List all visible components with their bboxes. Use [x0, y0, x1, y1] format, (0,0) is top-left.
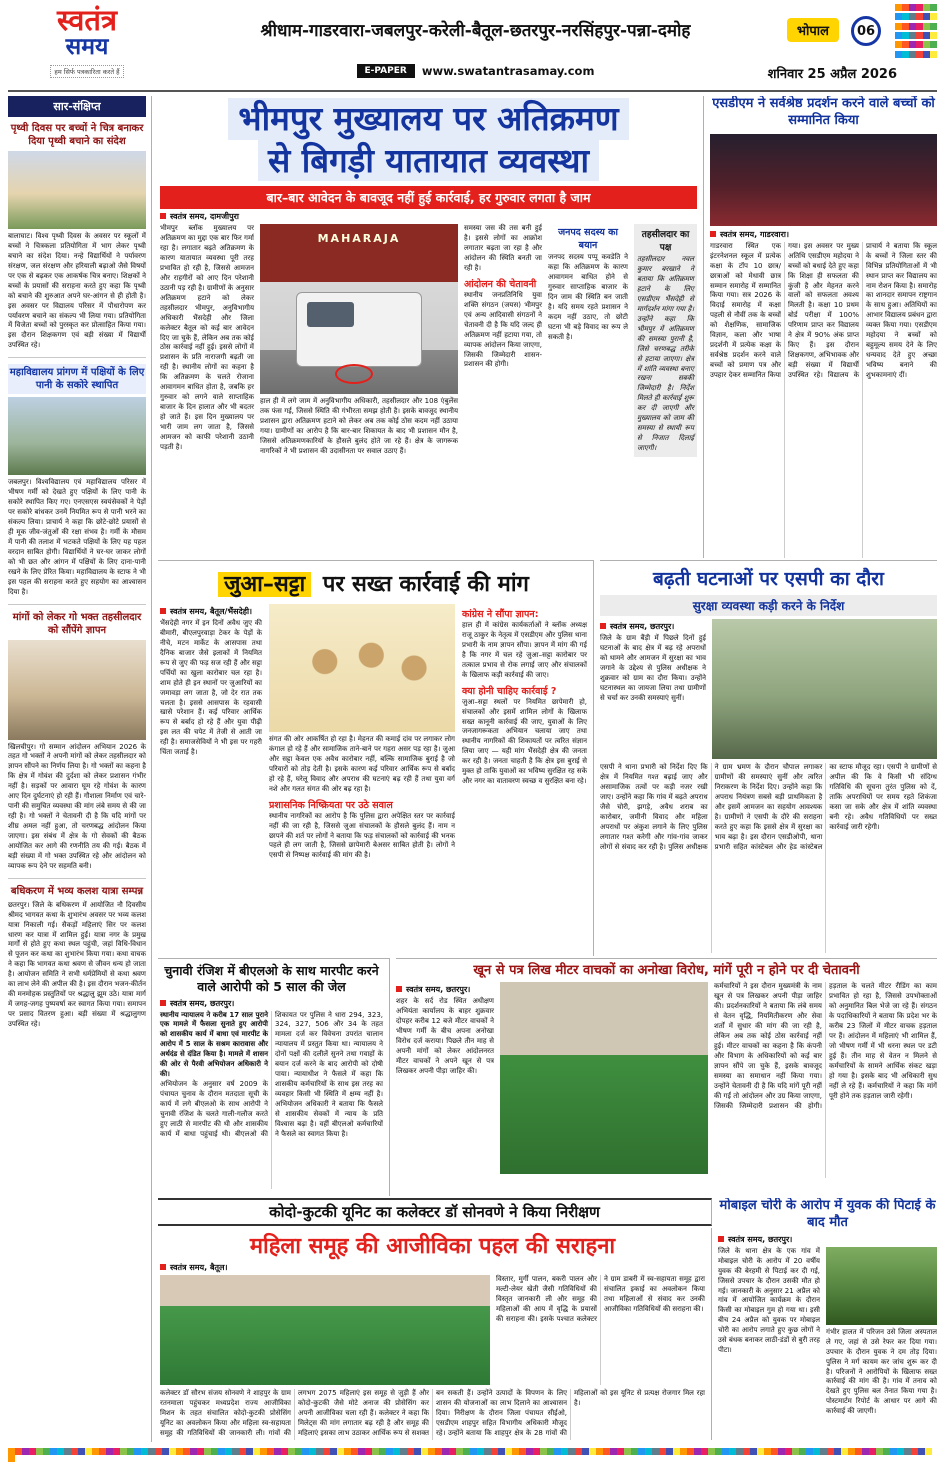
mobile-col2 — [826, 1247, 937, 1439]
sp-headline: बढ़ती घटनाओं पर एसपी का दौरा — [653, 568, 884, 590]
lead-body-col5 — [634, 224, 697, 558]
congress-body: हाल ही में कांग्रेस कार्यकर्ताओं ने ब्लॉक अध्यक्ष राजू ठाकुर के नेतृत्व में एसडीएम और पुलिस थाना प्रभारी के नाम ज्ञापन सौंपा। ज्ञापन में मांग की गई है कि नगर में चल रहे जुआ–सट्टा कारोबार पर तत्काल प्रभाव से रोक लगाई जाए और संचालकों के खिलाफ कड़ी कार्रवाई की जाए। — [462, 621, 587, 679]
sidebar-article-body: छतरपुर। जिले के बधिकरण में आयोजित नौ दिवसीय श्रीमद भागवत कथा के शुभारंभ अवसर पर भव्य कलश यात्रा निकाली गई। सैकड़ों महिलाएं सिर पर कलश धारण कर यात्रा में शामिल हुईं। यात्रा नगर के प्रमुख मार्गों से होते हुए कथा स्थल पहुंची, जहां विधि-विधान से पूजन कर कथा का शुभारंभ किया गया। कथा वाचक ने कहा कि भागवत कथा श्रवण से जीवन धन्य हो जाता है। आयोजन समिति ने सभी धर्मप्रेमियों से कथा श्रवण का लाभ लेने की अपील की है। इस दौरान भजन-कीर्तन की मनमोहक प्रस्तुतियों पर श्रद्धालु झूम उठे। यात्रा मार्ग में जगह-जगह पुष्पवर्षा कर स्वागत किया गया। समापन पर प्रसाद वितरण हुआ। बड़ी संख्या में श्रद्धालुगण उपस्थित रहे। — [8, 900, 146, 1028]
water-bowls-photo — [8, 397, 146, 475]
masthead — [8, 4, 937, 92]
tehsildar-body: तहसीलदार नवल कुमार बरखाने ने बताया कि अतिक्रमण हटाने के लिए एसडीएम भैंसदेही से मार्गदर्शन मांगा गया है। उन्होंने कहा कि भीमपुर में अतिक्रमण की समस्या पुरानी है, जिसे चरणबद्ध तरीके से हटाया जाएगा। क्षेत्र में शांति व्यवस्था बनाए रखना सबकी जिम्मेदारी है। निर्देश मिलते ही कार्रवाई शुरू कर दी जाएगी और मुख्यालय को जाम की समस्या से स्थायी रूप से निजात दिलाई जाएगी। — [637, 255, 694, 452]
logo-word-top: स्वतंत्र — [57, 3, 117, 37]
sp-top-row — [600, 619, 937, 759]
sp-byline: स्वतंत्र समय, छतरपुर। — [600, 621, 706, 632]
mobile-col1: जिले के थाना क्षेत्र के एक गांव में मोबाइल चोरी के आरोप में 20 वर्षीय युवक की बेरहमी से पिटाई कर दी गई, जिससे उपचार के दौरान उसकी मौत हो गई। जानकारी के अनुसार 21 अप्रैल को गांव में आयोजित कार्यक्रम के दौरान किसी का मोबाइल गुम हो गया था। इसी बीच 24 अप्रैल को युवक पर मोबाइल चोरी का आरोप लगाते हुए कुछ लोगों ने उसे बंधक बनाकर लाठी-डंडों से बुरी तरह पीटा। — [718, 1246, 820, 1355]
village-scene-photo — [826, 1247, 937, 1325]
page-number-badge: 06 — [851, 16, 881, 46]
gambling-body — [160, 604, 587, 940]
date-line: शनिवार 25 अप्रैल 2026 — [767, 67, 897, 82]
gambling-col2-text: संगत की ओर आकर्षित हो रहा है। मेहनत की कमाई दांव पर लगाकर लोग कंगाल हो रहे हैं और सामाजिक ताने-बाने पर गहरा असर पड़ रहा है। जुआ और सट्टा केवल एक अवैध कारोबार नहीं, बल्कि सामाजिक बुराई है जो परिवारों को तोड़ देती है। इसके कारण कई परिवार आर्थिक रूप से बर्बाद हो रहे हैं, घरेलू विवाद और अपराध की घटनाएं बढ़ रही हैं तथा युवा वर्ग नशे और गलत संगत की ओर बढ़ रहा है। — [269, 735, 455, 793]
summary-sidebar — [8, 96, 152, 1442]
sp-intro-column — [600, 619, 706, 759]
sp-visit-photo — [712, 619, 937, 759]
newspaper-logo — [12, 3, 162, 78]
tehsildar-subhead: तहसीलदार का पक्ष — [641, 230, 690, 254]
lead-body-col3 — [464, 224, 542, 558]
warning-subhead: आंदोलन की चेतावनी — [464, 278, 537, 290]
city-badge: भोपाल — [787, 18, 839, 42]
plate-highlight-circle — [335, 364, 373, 384]
statement-body: जनपद सदस्य पप्पू कवडेति ने कहा कि अतिक्रमण के कारण आवागमन बाधित होने से गुरुवार साप्ताहिक बाजार के दिन जाम की स्थिति बन जाती है। यदि समय रहते प्रशासन ने कदम नहीं उठाए, तो छोटी घटना भी बड़े विवाद का रूप ले सकती है। — [548, 253, 628, 341]
sidebar-article-title: महाविद्यालय प्रांगण में पक्षियों के लिए पानी के सकोरे स्थापित — [8, 364, 146, 394]
lead-body-col3-text: समस्या जस की तस बनी हुई है। इससे लोगों का आक्रोश लगातार बढ़ता जा रहा है और आंदोलन की स्थिति बनती जा रही है। — [464, 224, 542, 272]
website-url: www.swatantrasamay.com — [421, 64, 595, 78]
lead-article-body — [160, 224, 697, 558]
women-top-row — [160, 1275, 705, 1385]
cow-devotees-photo — [8, 640, 146, 740]
gambling-col2 — [269, 604, 455, 940]
protest-col1-text: शहर के सर्द रोड स्थित अधीक्षण अभियंता कार्यालय के बाहर शुक्रवार दोपहर करीब 12 बजे मीटर वाचकों ने भीषण गर्मी के बीच अपना अनोखा विरोध दर्ज कराया। पिछले तीन माह से अपनी मांगों को लेकर आंदोलनरत मीटर वाचकों ने अपने खून से पत्र लिखकर अपनी पीड़ा जाहिर की। — [396, 997, 494, 1075]
mobile-headline: मोबाइल चोरी के आरोप में युवक की पिटाई के बाद मौत — [719, 1198, 936, 1230]
earth-day-children-photo — [8, 151, 146, 229]
action-body: जुआ–सट्टा स्थलों पर नियमित छापेमारी हो, संचालकों और इसमें शामिल लोगों के खिलाफ सख्त कानूनी कार्रवाई की जाए, युवाओं के लिए जनजागरूकता अभियान चलाया जाए तथा स्थानीय नागरिकों की शिकायतों पर त्वरित संज्ञान लिया जाए — यही मांग भैंसदेही क्षेत्र की जनता कर रही है। जनता चाहती है कि क्षेत्र इस बुराई से मुक्त हो ताकि युवाओं का भविष्य सुरक्षित रह सके और नगर का वातावरण स्वच्छ व सुरक्षित बना रहे। — [462, 697, 587, 786]
van-photo-label: MAHARAJA — [317, 232, 401, 246]
gambling-col1-text: भैंसदेही नगर में इन दिनों अवैध जुए की बीमारी, बीएलपुरवाड़ा टेकर के पेड़ों के नीचे, मटन मार्केट के आसपास तथा दैनिक बाजार जैसे इलाकों में नियमित रूप से जुए की फड़ सज रही हैं और सट्टा पर्चियों का खुला कारोबार चल रहा है। शाम होते ही इन स्थानों पर जुआरियों का जमावड़ा लग जाता है, जो देर रात तक चलता है। इससे आसपास के रहवासी खासे परेशान हैं। कई परिवार आर्थिक रूप से बर्बाद हो रहे हैं और युवा पीढ़ी इस लत की चपेट में तेजी से आती जा रही है। समाजसेवियों ने भी इस पर गहरी चिंता जताई है। — [160, 619, 262, 757]
gambling-col3 — [462, 604, 587, 940]
van-shape — [296, 292, 423, 367]
lead-subheadline-bar: बार–बार आवेदन के बावजूद नहीं हुई कार्रवाई, हर गुरुवार लगता है जाम — [160, 186, 697, 209]
sp-visit-article — [600, 560, 937, 956]
warning-body: स्थानीय जनप्रतिनिधि युवा शक्ति संगठन (जयस) भीमपुर एवं अन्य आदिवासी संगठनों ने चेतावनी दी है कि यदि जल्द ही अतिक्रमण नहीं हटाया गया, तो व्यापक आंदोलन किया जाएगा, जिसकी जिम्मेदारी शासन-प्रशासन की होगी। — [464, 290, 542, 369]
inaction-body: स्थानीय नागरिकों का आरोप है कि पुलिस द्वारा अपेक्षित स्तर पर कार्रवाई नहीं की जा रही है, जिससे जुआ संचालकों के हौसले बुलंद हैं। नाम न छापने की शर्त पर लोगों ने बताया कि फड़ संचालकों को कार्रवाई की भनक पहले ही लग जाती है, जिससे छापेमारी बेअसर साबित होती है। लोगों ने एसपी से निष्पक्ष कार्रवाई की मांग की है। — [269, 811, 455, 860]
sidebar-article-body: बालाघाट। विश्व पृथ्वी दिवस के अवसर पर स्कूलों में बच्चों ने चित्रकला प्रतियोगिता में भाग लेकर पृथ्वी बचाने का संदेश दिया। नन्हे विद्यार्थियों ने पर्यावरण संरक्षण, जल संरक्षण और हरियाली बढ़ाओ जैसे विषयों पर एक से बढ़कर एक आकर्षक चित्र बनाए। शिक्षकों ने बच्चों के प्रयासों की सराहना करते हुए कहा कि पृथ्वी को बचाने की शुरुआत अपने घर-आंगन से ही होती है। इस अवसर पर विद्यालय परिसर में पौधारोपण कर पर्यावरण बचाने का संकल्प भी लिया गया। प्रतियोगिता में विजेता बच्चों को पुरस्कृत कर प्रोत्साहित किया गया। इस दौरान शिक्षकगण एवं बड़ी संख्या में विद्यार्थी उपस्थित रहे। — [8, 232, 146, 350]
sidebar-article-water-bowls — [8, 364, 146, 604]
women-headline: महिला समूह की आजीविका पहल की सराहना — [249, 1234, 616, 1259]
sp-intro-text: जिले के ग्राम बैंड़ी में पिछले दिनों हुई घटनाओं के बाद क्षेत्र में बढ़ रहे अपराधों को थामने और आमजन में सुरक्षा का भाव जगाने के उद्देश्य से पुलिस अधीक्षक ने शुक्रवार को ग्राम का दौरा किया। उन्होंने घटनास्थल का जायजा लिया तथा ग्रामीणों से चर्चा कर उनकी समस्याएं सुनीं। — [600, 634, 706, 702]
women-byline: स्वतंत्र समय, बैतूल। — [160, 1262, 705, 1273]
sidebar-article-cow-memorandum — [8, 611, 146, 879]
sidebar-article-body: खिलचीपुर। गो सम्मान आंदोलन अभियान 2026 के तहत गो भक्तों ने अपनी मांगों को लेकर तहसीलदार को ज्ञापन सौंपने का निर्णय लिया है। गो भक्तों का कहना है कि क्षेत्र में गोवंश की दुर्दशा को लेकर प्रशासन गंभीर नहीं है। सड़कों पर आवारा घूम रहे गोवंश के कारण आए दिन दुर्घटनाएं हो रही हैं। गौशाला निर्माण एवं चारे-पानी की समुचित व्यवस्था की मांग लंबे समय से की जा रही है। गो भक्तों ने चेतावनी दी है कि यदि मांगों पर शीघ्र अमल नहीं हुआ, तो चरणबद्ध आंदोलन किया जाएगा। इस संबंध में क्षेत्र के गो सेवकों की बैठक आयोजित कर आगे की रणनीति तय की गई। बैठक में बड़ी संख्या में गो भक्त उपस्थित रहे और आंदोलन को व्यापक रूप देने पर सहमति बनी। — [8, 742, 146, 870]
color-mosaic-corner — [895, 4, 937, 60]
mobile-theft-death-article — [718, 1198, 937, 1440]
jail-body — [160, 1011, 383, 1189]
protest-body-row — [396, 982, 937, 1178]
meter-readers-protest-article — [396, 958, 937, 1196]
jail-body-text: अभियोजन के अनुसार वर्ष 2009 के पंचायत चुनाव के दौरान मतदाता सूची के कार्य में लगे बीएलओ के साथ आरोपी ने चुनावी रंजिश के चलते गाली-गलौज करते हुए लाठी से मारपीट की थी और शासकीय कार्य में बाधा पहुंचाई थी। बीएलओ की शिकायत पर पुलिस ने धारा 294, 323, 324, 327, 506 और 34 के तहत मामला दर्ज कर विवेचना उपरांत चालान न्यायालय में प्रस्तुत किया था। न्यायालय ने दोनों पक्षों की दलीलें सुनने तथा गवाहों के बयान दर्ज करने के बाद आरोपी को दोषी पाया। न्यायाधीश ने फैसले में कहा कि शासकीय कर्मचारियों के साथ इस तरह का व्यवहार किसी भी स्थिति में क्षम्य नहीं है। अभियोजन अधिकारी ने बताया कि फैसले से शासकीय सेवकों में न्याय के प्रति विश्वास बढ़ा है। वहीं बीएलओ कर्मचारियों ने फैसले का स्वागत किया है। — [160, 1010, 383, 1138]
logo-word-bottom: समय — [65, 34, 109, 60]
blo-assault-jail-article — [158, 958, 390, 1196]
van-window-shape — [307, 302, 354, 327]
sidebar-article-title: बधिकरण में भव्य कलश यात्रा सम्पन्न — [10, 885, 144, 897]
congress-subhead: कांग्रेस ने सौंपा ज्ञापन: — [462, 609, 539, 620]
gambling-cartoon-illustration — [269, 604, 455, 732]
sidebar-article-body: जबलपुर। विश्वविद्यालय एवं महाविद्यालय परिसर में भीषण गर्मी को देखते हुए पक्षियों के लिए पानी के सकोरे स्थापित किए गए। एनएसएस स्वयंसेवकों ने पेड़ों पर सकोरे बांधकर उनमें नियमित रूप से पानी भरने का संकल्प लिया। प्राचार्य ने कहा कि छोटे-छोटे प्रयासों से ही मूक जीव-जंतुओं की रक्षा संभव है। गर्मी के मौसम में पानी की तलाश में भटकते पक्षियों के लिए यह पहल वरदान साबित होगी। विद्यार्थियों ने घर-घर जाकर लोगों को भी छत और आंगन में पक्षियों के लिए दाना-पानी रखने के लिए प्रेरित किया। महाविद्यालय के स्टाफ ने भी इस पहल की सराहना करते हुए सहयोग का आश्वासन दिया है। — [8, 478, 146, 596]
edition-region-line: श्रीधाम-गाडरवारा-जबलपुर-करेली-बैतूल-छतरपुर-नरसिंहपुर-पन्ना-दमोह — [260, 21, 691, 41]
gambling-byline: स्वतंत्र समय, बैतूल/भैंसदेही। — [160, 606, 262, 617]
sdm-headline: एसडीएम ने सर्वश्रेष्ठ प्रदर्शन करने वाले बच्चों को सम्मानित किया — [712, 96, 935, 128]
lead-body-below-photo: हाल ही में लगे जाम में अनुविभागीय अधिकारी, तहसीलदार और 108 एंबुलेंस तक फंस गई, जिससे स्थिति की गंभीरता समझ होती है। इसके बावजूद स्थानीय प्रशासन द्वारा अतिक्रमण हटाने को लेकर अब तक कोई ठोस कदम नहीं उठाया गया। ग्रामीणों का आरोप है कि बार-बार शिकायत के बाद भी प्रशासन मौन है, जिससे अतिक्रमणकारियों के हौसले बुलंद होते जा रहे हैं। क्षेत्र के जागरूक नागरिकों ने भी प्रशासन की उदासीनता पर सवाल उठाए हैं। — [260, 397, 458, 455]
protest-sit-in-photo — [500, 982, 708, 1174]
logo-tagline: हम सिर्फ पत्रकारिता करते हैं — [50, 65, 123, 78]
women-right-column: विस्तार, मुर्गी पालन, बकरी पालन और मल्टी-लेयर खेती जैसी गतिविधियों की विस्तृत जानकारी ली और समूह की महिलाओं की आय में वृद्धि के प्रयासों की सराहना की। इसके पश्चात कलेक्टर ने ग्राम डाबरी में स्व-सहायता समूह द्वारा संचालित इकाई का अवलोकन किया तथा महिलाओं से संवाद कर उनकी आजीविका गतिविधियों की सराहना की। — [496, 1275, 705, 1323]
women-livelihood-article — [158, 1228, 712, 1440]
gambling-headline-highlight: जुआ–सट्टा — [218, 572, 311, 597]
lead-byline: स्वतंत्र समय, दामजीपुरा — [160, 211, 697, 222]
sp-body: एसपी ने थाना प्रभारी को निर्देश दिए कि क्षेत्र में नियमित गश्त बढ़ाई जाए और असामाजिक तत्वों पर कड़ी नजर रखी जाए। उन्होंने कहा कि गांव में बढ़ते अपराध जैसे चोरी, झगड़े, अवैध शराब का कारोबार, जमीनी विवाद और महिला अपराधों पर अंकुश लगाने के लिए पुलिस लगातार गश्त करेगी और गांव-गांव जाकर लोगों से संवाद कर रही है। पुलिस अधीक्षक ने ग्राम भ्रमण के दौरान चौपाल लगाकर ग्रामीणों की समस्याएं सुनीं और त्वरित निराकरण के निर्देश दिए। उन्होंने कहा कि अपराध नियंत्रण सबसे बड़ी प्राथमिकता है और इसमें आमजन का सहयोग आवश्यक है। ग्रामीणों ने एसपी के दौरे की सराहना करते हुए कहा कि इससे क्षेत्र में सुरक्षा का भाव बढ़ा है। इस दौरान एसडीओपी, थाना प्रभारी सहित कांस्टेबल और हेड कांस्टेबल का स्टाफ मौजूद रहा। एसपी ने ग्रामीणों से अपील की कि वे किसी भी संदिग्ध गतिविधि की सूचना तुरंत पुलिस को दें, ताकि अपराधियों पर समय रहते शिकंजा कसा जा सके और क्षेत्र में शांति व्यवस्था बनी रहे। अवैध गतिविधियों पर सख्त कार्रवाई जारी रहेगी। — [600, 763, 937, 851]
lead-article-encroachment — [158, 96, 704, 558]
women-group-photo — [160, 1275, 490, 1385]
epaper-label: E-PAPER — [357, 64, 415, 78]
jail-lead: स्थानीय न्यायालय ने करीब 17 साल पुराने एक मामले में फैसला सुनाते हुए आरोपी को शासकीय कार्य में बाधा एवं मारपीट के आरोप में 5 साल के सश्रम कारावास और अर्थदंड से दंडित किया है। मामले में शासन की ओर से पैरवी अभियोजन अधिकारी ने की। — [160, 1010, 268, 1079]
gambling-col1 — [160, 604, 262, 940]
color-mosaic-footer — [8, 1448, 937, 1462]
mobile-byline: स्वतंत्र समय, छतरपुर। — [718, 1234, 937, 1245]
protest-byline: स्वतंत्र समय, छतरपुर। — [396, 984, 494, 995]
statement-subhead: जनपद सदस्य का बयान — [558, 227, 618, 252]
sdm-byline: स्वतंत्र समय, गाडरवारा। — [710, 229, 937, 240]
sdm-body: गाडरवारा स्थित एक इंटरनेशनल स्कूल में प्रत्येक कक्षा के टॉप 10 छात्र/छात्राओं को मेधावी छात्र सम्मान समारोह में सम्मानित किया गया। सत्र 2026 के विदाई समारोह में कक्षा पहली से नौवीं तक के बच्चों को शैक्षणिक, सामाजिक विज्ञान, कला और भाषा प्रदर्शनी में प्रत्येक कक्षा के सर्वश्रेष्ठ प्रदर्शन करने वाले बच्चों को प्रमाण पत्र और उपहार देकर सम्मानित किया गया। इस अवसर पर मुख्य अतिथि एसडीएम महोदया ने बच्चों को बधाई देते हुए कहा कि शिक्षा ही सफलता की कुंजी है और मेहनत करने वालों को सफलता अवश्य मिलती है। कक्षा 10 प्रथम बोर्ड परीक्षा में 100% परिणाम प्राप्त कर विद्यालय ने क्षेत्र में 90% अंक प्राप्त किए हैं। इस दौरान शिक्षकगण, अभिभावक और बड़ी संख्या में विद्यार्थी उपस्थित रहे। विद्यालय के प्राचार्य ने बताया कि स्कूल के बच्चों ने जिला स्तर की विभिन्न प्रतियोगिताओं में भी स्थान प्राप्त कर विद्यालय का नाम रोशन किया है। समारोह का शानदार समापन राष्ट्रगान के साथ हुआ। अतिथियों का आभार विद्यालय प्रबंधन द्वारा व्यक्त किया गया। एसडीएम महोदया ने बच्चों को बहुमूल्य समय देने के लिए धन्यवाद देते हुए अच्छा भविष्य बनाने की शुभकामनाएं दीं। — [710, 241, 937, 379]
award-ceremony-photo — [710, 134, 937, 226]
sidebar-article-title: मांगों को लेकर गो भक्त तहसीलदार को सौंपेंगे ज्ञापन — [12, 611, 142, 636]
gambling-headline-rest: पर सख्त कार्रवाई की मांग — [322, 572, 529, 597]
traffic-jam-van-photo — [260, 224, 458, 394]
protest-col1 — [396, 982, 494, 1178]
jail-headline: चुनावी रंजिश में बीएलओ के साथ मारपीट करने वाले आरोपी को 5 साल की जेल — [164, 963, 379, 995]
lead-body-col4 — [548, 224, 628, 558]
tehsildar-statement-box — [634, 224, 697, 457]
lead-headline — [160, 98, 697, 181]
women-bottom-body: कलेक्टर डॉ सौरभ संजय सोनवणे ने शाहपुर के ग्राम रतनमाला पहुंचकर मध्यप्रदेश राज्य आजीविका मिशन के तहत संचालित कोदो-कुटकी प्रोसेसिंग यूनिट का अवलोकन किया और महिला स्व-सहायता समूह की गतिविधियों की जानकारी ली। गांवों की लगभग 2075 महिलाएं इस समूह से जुड़ी हैं और कोदो-कुटकी जैसे मोटे अनाज की प्रोसेसिंग कर अपनी आजीविका चला रही हैं। कलेक्टर ने कहा कि मिलेट्स की मांग लगातार बढ़ रही है और समूह की महिलाएं इसका लाभ उठाकर आर्थिक रूप से सशक्त बन सकती हैं। उन्होंने उत्पादों के विपणन के लिए शासन की योजनाओं का लाभ दिलाने का आश्वासन दिया। निरीक्षण के दौरान जिला पंचायत सीईओ, एसडीएम शाहपुर सहित विभागीय अधिकारी मौजूद रहे। उन्होंने बताया कि शाहपुर क्षेत्र के 28 गांवों की महिलाओं को इस यूनिट से प्रत्यक्ष रोजगार मिल रहा है। — [160, 1389, 705, 1437]
lead-headline-line1: भीमपुर मुख्यालय पर अतिक्रमण — [228, 98, 628, 140]
lead-body-col1: भीमपुर ब्लॉक मुख्यालय पर अतिक्रमण का मुद्दा एक बार फिर गर्मा रहा है। लगातार बढ़ते अतिक्रमण के कारण यातायात व्यवस्था पूरी तरह प्रभावित हो रही है, जिससे आमजन और राहगीरों को आए दिन परेशानी उठानी पड़ रही है। ग्रामीणों के अनुसार अतिक्रमण हटाने को लेकर तहसीलदार भीमपुर, अनुविभागीय अधिकारी भैंसदेही और जिला कलेक्टर बैतूल को कई बार आवेदन दिए जा चुके हैं, लेकिन अब तक कोई ठोस कार्रवाई नहीं हुई। इससे लोगों में प्रशासन के प्रति नाराजगी बढ़ती जा रही है। स्थानीय लोगों का कहना है कि अतिक्रमण के चलते रोजाना आवागमन बाधित होता है, जबकि हर गुरुवार को लगने वाले साप्ताहिक बाजार के दिन हालात और भी बदतर हो जाते हैं। इस दिन मुख्यालय पर भारी जाम लग जाता है, जिससे आमजन को काफी परेशानी उठानी पड़ती है। — [160, 224, 254, 451]
sidebar-article-title: पृथ्वी दिवस पर बच्चों ने चित्र बनाकर दिया पृथ्वी बचाने का संदेश — [10, 123, 144, 147]
lead-headline-line2: से बिगड़ी यातायात व्यवस्था — [258, 140, 599, 182]
sidebar-section-title: सार-संक्षिप्त — [8, 96, 146, 117]
sp-subheadline: सुरक्षा व्यवस्था कड़ी करने के निर्देश — [600, 595, 937, 616]
sdm-award-article — [710, 96, 937, 558]
gambling-article — [158, 560, 594, 956]
action-subhead: क्या होनी चाहिए कार्रवाई ? — [462, 685, 557, 697]
sidebar-article-earth-day — [8, 122, 146, 358]
gambling-headline — [160, 565, 587, 604]
inaction-subhead: प्रशासनिक निष्क्रियता पर उठे सवाल — [269, 799, 393, 811]
mobile-col2-text: गंभीर हालत में परिजन उसे जिला अस्पताल ले गए, जहां से उसे रेफर कर दिया गया। उपचार के दौरान युवक ने दम तोड़ दिया। पुलिस ने मर्ग कायम कर जांच शुरू कर दी है। परिजनों ने आरोपियों के खिलाफ सख्त कार्रवाई की मांग की है। गांव में तनाव को देखते हुए पुलिस बल तैनात किया गया है। पोस्टमार्टम रिपोर्ट के आधार पर आगे की कार्रवाई की जाएगी। — [826, 1327, 937, 1416]
protest-body-text: कर्मचारियों ने इस दौरान मुख्यमंत्री के नाम खून से पत्र लिखकर अपनी पीड़ा जाहिर की। प्रदर्शनकारियों ने बताया कि लंबे समय से वेतन वृद्धि, नियमितीकरण और सेवा शर्तों में सुधार की मांग की जा रही है, लेकिन अब तक कोई ठोस कार्रवाई नहीं हुई। मीटर वाचकों का कहना है कि कंपनी और विभाग के अधिकारियों को कई बार ज्ञापन सौंपे जा चुके हैं, इसके बावजूद समस्या का समाधान नहीं किया गया। उन्होंने चेतावनी दी है कि यदि मांगें पूरी नहीं की गईं तो आंदोलन और उग्र किया जाएगा, जिसकी जिम्मेदारी प्रशासन की होगी। हड़ताल के चलते मीटर रीडिंग का काम प्रभावित हो रहा है, जिससे उपभोक्ताओं को अनुमानित बिल भेजे जा रहे हैं। संगठन के पदाधिकारियों ने बताया कि प्रदेश भर के करीब 23 जिलों में मीटर वाचक हड़ताल पर हैं। आंदोलन में महिलाएं भी शामिल हैं, जो भीषण गर्मी में भी धरना स्थल पर डटी हुई हैं। तीन माह से वेतन न मिलने से कर्मचारियों के सामने आर्थिक संकट खड़ा हो गया है। इसके बाद भी अधिकारी सुध नहीं ले रहे हैं। कर्मचारियों ने कहा कि मांगें पूरी होने तक हड़ताल जारी रहेगी। — [714, 982, 937, 1110]
mobile-body-row — [718, 1247, 937, 1439]
epaper-row — [166, 64, 785, 78]
inspection-banner: कोदो-कुटकी यूनिट का कलेक्टर डॉ सोनवणे ने किया निरीक्षण — [158, 1198, 712, 1226]
jail-byline: स्वतंत्र समय, छतरपुर। — [160, 998, 383, 1009]
sidebar-article-kalash-yatra — [8, 885, 146, 1036]
protest-headline: खून से पत्र लिख मीटर वाचकों का अनोखा विरोध, मांगें पूरी न होने पर दी चेतावनी — [473, 963, 860, 978]
lead-photo-column — [260, 224, 458, 558]
